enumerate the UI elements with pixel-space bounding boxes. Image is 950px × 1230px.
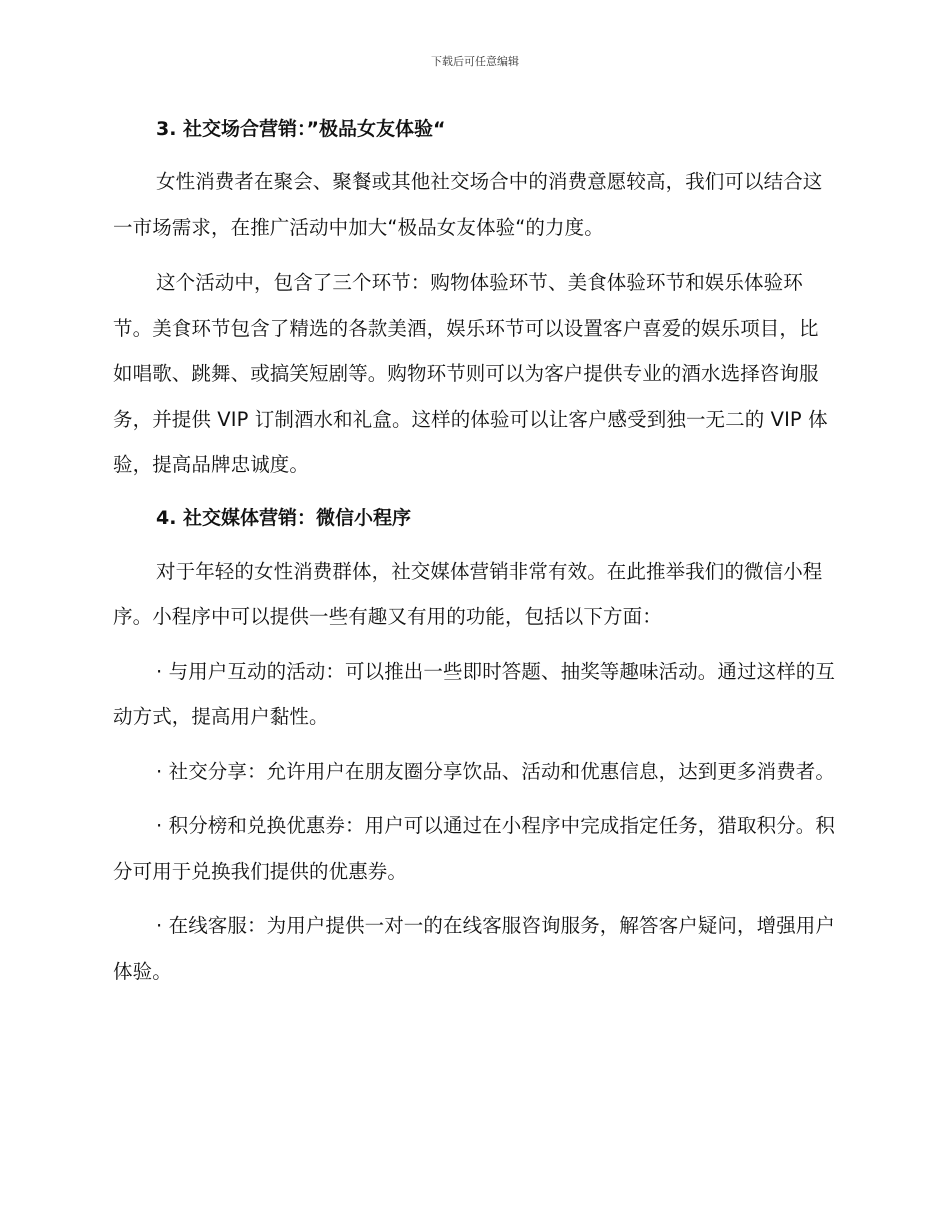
bullet-item-points-coupons: · 积分榜和兑换优惠券：用户可以通过在小程序中完成指定任务，猎取积分。积分可用于兑换我们提供的优惠券。 [113,814,835,883]
section-3-paragraph-2: 这个活动中，包含了三个环节：购物体验环节、美食体验环节和娱乐体验环节。美食环节包含了精选的各款美酒，娱乐环节可以设置客户喜爱的娱乐项目，比如唱歌、跳舞、或搞笑短剧等。购物环节则可以为客户提供专业的酒水选择咨询服务，并提供 VIP 订制酒水和礼盒。这样的体验可以让客户感受到独一无二的 VIP 体验，提高品牌忠诚度。 [113,271,828,476]
document-body [113,112,835,994]
section-4-heading: 4. 社交媒体营销：微信小程序 [156,506,412,529]
bullet-item-social-sharing: · 社交分享：允许用户在朋友圈分享饮品、活动和优惠信息，达到更多消费者。 [156,759,835,783]
page-header-note: 下载后可任意编辑 [431,55,519,68]
section-3-paragraph-1: 女性消费者在聚会、聚餐或其他社交场合中的消费意愿较高，我们可以结合这一市场需求，在推广活动中加大“极品女友体验“的力度。 [113,170,823,239]
bullet-item-interactive-activities: · 与用户互动的活动：可以推出一些即时答题、抽奖等趣味活动。通过这样的互动方式，提高用户黏性。 [113,659,835,728]
section-4-paragraph-1: 对于年轻的女性消费群体，社交媒体营销非常有效。在此推举我们的微信小程序。小程序中可以提供一些有趣又有用的功能，包括以下方面： [113,559,823,628]
bullet-item-online-service: · 在线客服：为用户提供一对一的在线客服咨询服务，解答客户疑问，增强用户体验。 [113,914,835,983]
section-3-heading: 3. 社交场合营销：”极品女友体验“ [156,118,446,140]
